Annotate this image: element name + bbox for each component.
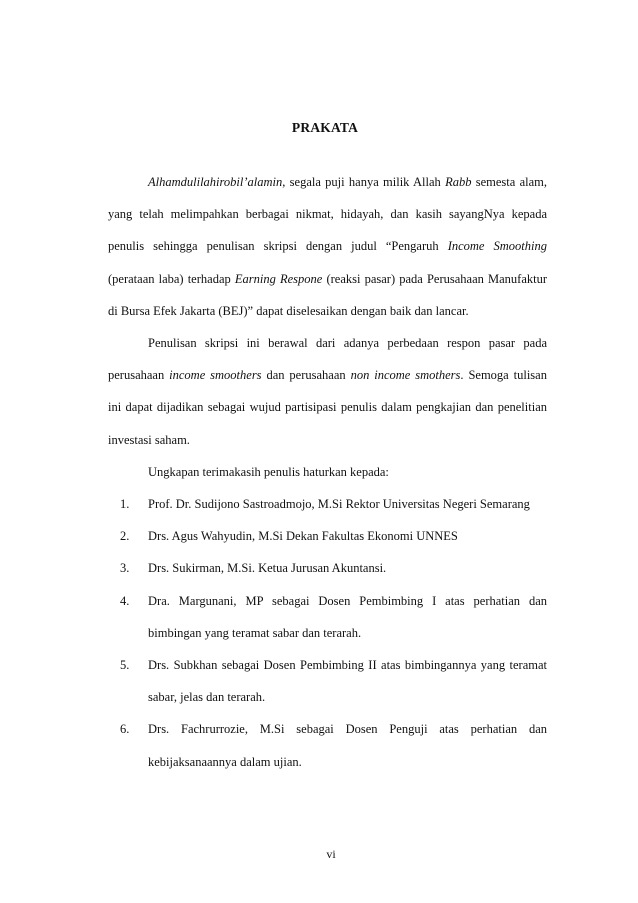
acknowledgement-list	[108, 488, 547, 778]
list-item	[108, 520, 547, 552]
body-text	[108, 166, 547, 778]
paragraph-background	[108, 327, 547, 456]
page-number: vi	[326, 847, 336, 861]
list-text: Drs. Agus Wahyudin, M.Si Dekan Fakultas Ekonomi UNNES	[148, 529, 458, 544]
text-run: . Semoga tulisan ini dapat dijadikan sebagai wujud partisipasi penulis dalam pengkajian dan penelitian investasi saham.	[108, 368, 547, 447]
italic-phrase: Rabb	[445, 175, 472, 189]
list-item	[108, 713, 547, 777]
italic-phrase: income smoothers	[169, 368, 262, 383]
text-run: dan perusahaan	[261, 368, 351, 383]
list-number: 1.	[120, 497, 130, 512]
italic-phrase: Income Smoothing	[447, 239, 547, 254]
list-number: 4.	[120, 593, 130, 608]
list-item	[108, 552, 547, 584]
list-text: Prof. Dr. Sudijono Sastroadmojo, M.Si Rektor Universitas Negeri Semarang	[148, 497, 530, 512]
list-text: Drs. Sukirman, M.Si. Ketua Jurusan Akuntansi.	[148, 561, 387, 576]
list-item	[108, 649, 547, 713]
paragraph-opening	[108, 166, 547, 327]
list-number: 3.	[120, 561, 130, 576]
text-run: , segala puji hanya milik Allah	[282, 175, 446, 189]
italic-phrase: non income smothers	[350, 368, 461, 383]
italic-phrase: Earning Respone	[234, 271, 323, 286]
list-number: 5.	[120, 658, 130, 673]
text-run: (reaksi pasar) pada Perusahaan Manufaktur di Bursa Efek Jakarta (BEJ)” dapat diselesaikan dengan baik dan lancar.	[108, 271, 547, 318]
list-text: Dra. Margunani, MP sebagai Dosen Pembimbing I atas perhatian dan bimbingan yang teramat sabar dan terarah.	[148, 593, 547, 640]
list-item	[108, 585, 547, 649]
text-run: Penulisan skripsi ini berawal dari adanya perbedaan respon pasar pada perusahaan	[108, 336, 547, 383]
page-title: PRAKATA	[291, 120, 359, 135]
list-number: 2.	[120, 529, 130, 544]
list-number: 6.	[120, 722, 130, 737]
list-text: Drs. Fachrurrozie, M.Si sebagai Dosen Penguji atas perhatian dan kebijaksanaannya dalam ujian.	[148, 722, 547, 769]
text-run: (perataan laba) terhadap	[108, 271, 235, 286]
list-text: Drs. Subkhan sebagai Dosen Pembimbing II atas bimbingannya yang teramat sabar, jelas dan terarah.	[148, 658, 547, 705]
italic-phrase: Alhamdulilahirobil’alamin	[148, 175, 283, 189]
list-item	[108, 488, 547, 520]
paragraph-thanks-intro: Ungkapan terimakasih penulis haturkan kepada:	[148, 464, 389, 479]
text-run: semesta alam, yang telah melimpahkan berbagai nikmat, hidayah, dan kasih sayangNya kepada penulis sehingga penulisan skripsi dengan judul “Pengaruh	[108, 175, 547, 254]
